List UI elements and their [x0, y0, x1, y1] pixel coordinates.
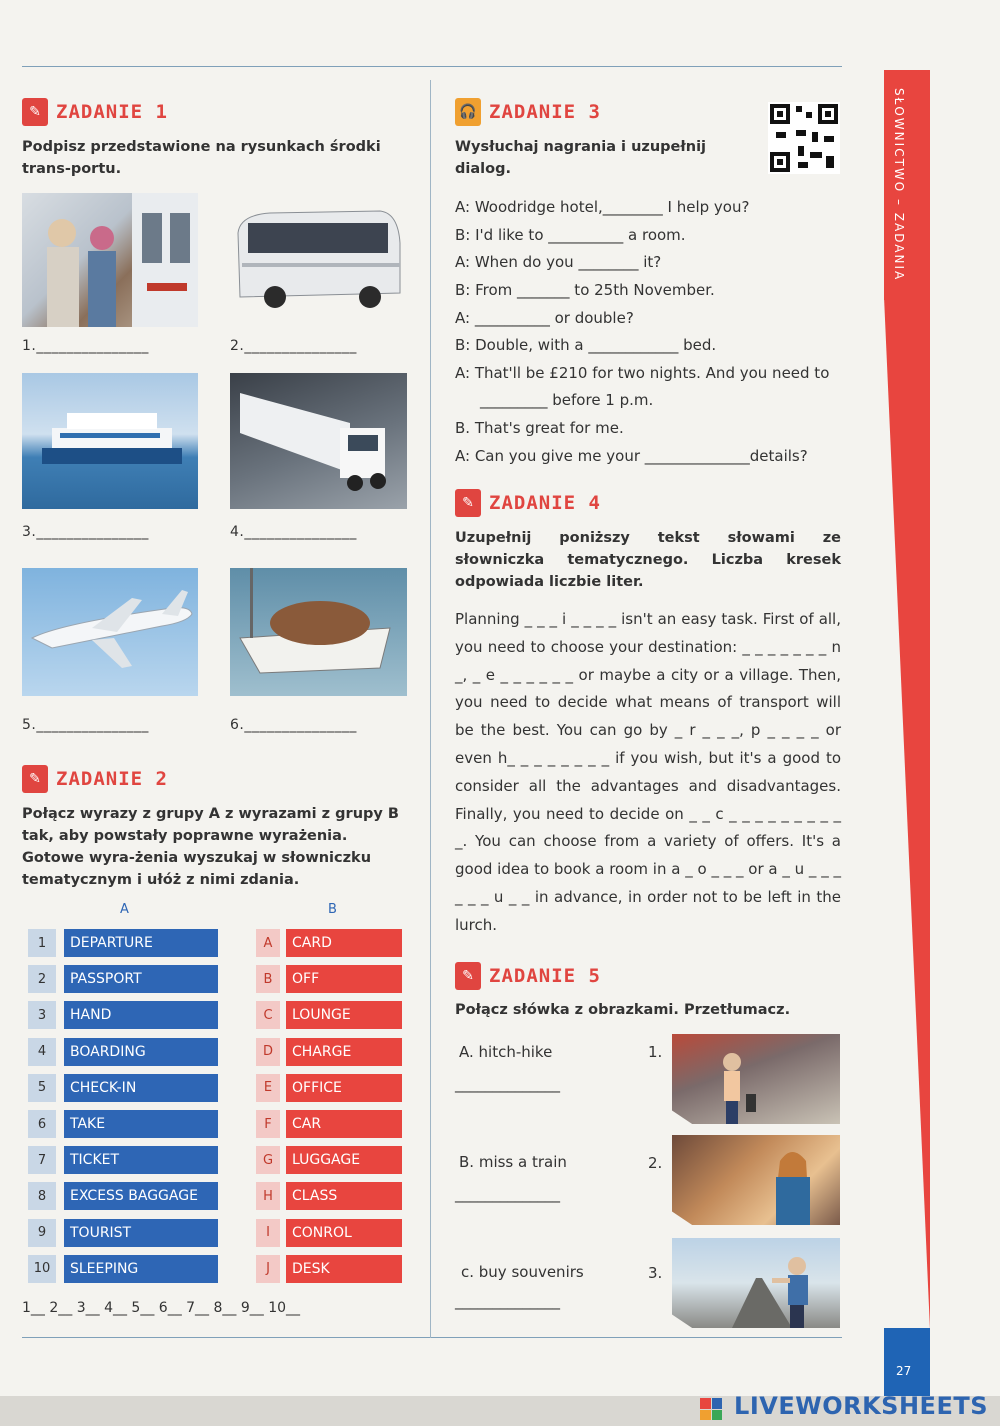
row-number: 5 — [28, 1074, 56, 1102]
bottom-rule — [22, 1337, 842, 1338]
dialog-line[interactable]: B. That's great for me. — [455, 419, 624, 437]
group-b-word: DESK — [286, 1255, 402, 1283]
task5-header — [455, 962, 601, 990]
group-a-word: HAND — [64, 1001, 218, 1029]
row-number: 6 — [28, 1110, 56, 1138]
row-letter: C — [256, 1001, 280, 1029]
group-a-row — [28, 1074, 218, 1102]
qr-code-graphic — [768, 102, 840, 174]
group-b-word: OFF — [286, 965, 402, 993]
group-b-word: CARD — [286, 929, 402, 957]
dialog-line[interactable]: A: That'll be £210 for two nights. And you need to — [455, 364, 830, 382]
row-letter: G — [256, 1146, 280, 1174]
label-4[interactable]: 4._______________ — [230, 524, 357, 540]
group-b-row — [256, 1146, 402, 1174]
pencil-icon: ✎ — [22, 98, 48, 126]
photo-hitch-hike — [672, 1238, 840, 1328]
group-b-row — [256, 929, 402, 957]
row-letter: F — [256, 1110, 280, 1138]
dialog-line[interactable]: B: From _______ to 25th November. — [455, 281, 715, 299]
top-rule — [22, 66, 842, 67]
hitchhiker-illustration — [672, 1238, 840, 1328]
task1-header — [22, 98, 168, 126]
task5-blank-c[interactable]: ______________ — [455, 1292, 560, 1310]
task5-title: ZADANIE 5 — [489, 965, 601, 987]
dialog-line[interactable]: A: Woodridge hotel,________ I help you? — [455, 198, 750, 216]
group-a-row — [28, 965, 218, 993]
photo-truck — [230, 373, 407, 509]
group-b-heading: B — [328, 902, 337, 917]
task4-title: ZADANIE 4 — [489, 492, 601, 514]
airplane-illustration — [22, 568, 198, 696]
task2-answer-line[interactable]: 1__ 2__ 3__ 4__ 5__ 6__ 7__ 8__ 9__ 10__ — [22, 1300, 301, 1316]
group-b-word: OFFICE — [286, 1074, 402, 1102]
row-number: 8 — [28, 1182, 56, 1210]
group-a-heading: A — [120, 902, 129, 917]
group-b-word: CAR — [286, 1110, 402, 1138]
group-a-row — [28, 1182, 218, 1210]
group-a-word: BOARDING — [64, 1038, 218, 1066]
group-a-row — [28, 929, 218, 957]
dialog-line[interactable]: A: When do you ________ it? — [455, 253, 662, 271]
group-a-word: DEPARTURE — [64, 929, 218, 957]
group-b-row — [256, 965, 402, 993]
train-illustration — [22, 193, 198, 327]
task3-instruction: Wysłuchaj nagrania i uzupełnij dialog. — [455, 139, 707, 177]
label-6[interactable]: 6._______________ — [230, 717, 357, 733]
group-a-row — [28, 1219, 218, 1247]
group-a-word: PASSPORT — [64, 965, 218, 993]
task5-num-2: 2. — [648, 1154, 663, 1172]
photo-ferry — [22, 373, 198, 509]
task2-instruction: Połącz wyrazy z grupy A z wyrazami z grupy B tak, aby powstały poprawne wyrażenia. Gotowe wyra-żenia wyszukaj w słowniczku tematycznym i ułóż z nimi zdania. — [22, 806, 399, 888]
task5-num-3: 3. — [648, 1264, 663, 1282]
row-number: 1 — [28, 929, 56, 957]
group-a-word: TICKET — [64, 1146, 218, 1174]
row-number: 10 — [28, 1255, 56, 1283]
liveworksheets-logo-icon — [700, 1398, 722, 1420]
row-letter: H — [256, 1182, 280, 1210]
group-a-row — [28, 1001, 218, 1029]
dialog-line[interactable]: _________ before 1 p.m. — [480, 391, 654, 409]
row-number: 3 — [28, 1001, 56, 1029]
group-b-row — [256, 1038, 402, 1066]
group-a-row — [28, 1146, 218, 1174]
page-number-tab — [884, 1328, 930, 1398]
dialog-line[interactable]: B: I'd like to __________ a room. — [455, 226, 686, 244]
row-letter: B — [256, 965, 280, 993]
group-b-row — [256, 1001, 402, 1029]
headphones-icon: 🎧 — [455, 98, 481, 126]
row-letter: D — [256, 1038, 280, 1066]
photo-coach-bus — [230, 193, 407, 327]
dialog-line[interactable]: A: __________ or double? — [455, 309, 634, 327]
task1-instruction: Podpisz przedstawione na rysunkach środki trans-portu. — [22, 139, 381, 177]
label-2[interactable]: 2._______________ — [230, 338, 357, 354]
row-number: 4 — [28, 1038, 56, 1066]
task2-header — [22, 765, 168, 793]
task4-instruction: Uzupełnij poniższy tekst słowami ze słowniczka tematycznego. Liczba kresek odpowiada liczbie liter. — [455, 530, 841, 590]
train-platform-illustration — [672, 1034, 840, 1124]
dialog-line[interactable]: B: Double, with a ____________ bed. — [455, 336, 717, 354]
group-a-word: TOURIST — [64, 1219, 218, 1247]
row-letter: E — [256, 1074, 280, 1102]
photo-miss-train — [672, 1034, 840, 1124]
pencil-icon: ✎ — [455, 489, 481, 517]
boat-illustration — [230, 568, 407, 696]
task5-instruction: Połącz słówka z obrazkami. Przetłumacz. — [455, 1002, 791, 1018]
photo-fishing-boat — [230, 568, 407, 696]
bus-illustration — [230, 193, 407, 327]
column-divider — [430, 80, 431, 1338]
group-a-row — [28, 1255, 218, 1283]
task5-num-1: 1. — [648, 1043, 663, 1061]
group-a-row — [28, 1110, 218, 1138]
row-letter: A — [256, 929, 280, 957]
group-a-word: CHECK-IN — [64, 1074, 218, 1102]
row-number: 2 — [28, 965, 56, 993]
qr-code-icon — [768, 102, 840, 174]
photo-souvenirs — [672, 1135, 840, 1225]
photo-airplane — [22, 568, 198, 696]
row-letter: J — [256, 1255, 280, 1283]
truck-illustration — [230, 373, 407, 509]
task4-header — [455, 489, 601, 517]
group-a-word: TAKE — [64, 1110, 218, 1138]
group-a-row — [28, 1038, 218, 1066]
group-b-word: LUGGAGE — [286, 1146, 402, 1174]
group-b-row — [256, 1074, 402, 1102]
group-b-row — [256, 1255, 402, 1283]
group-b-word: CONROL — [286, 1219, 402, 1247]
photo-train-passengers — [22, 193, 198, 327]
group-b-row — [256, 1110, 402, 1138]
dialog-line[interactable]: A: Can you give me your ______________details? — [455, 447, 808, 465]
ferry-illustration — [22, 373, 198, 509]
label-5[interactable]: 5._______________ — [22, 717, 149, 733]
label-1[interactable]: 1._______________ — [22, 338, 149, 354]
task5-word-a: A. hitch-hike — [459, 1043, 553, 1061]
group-b-word: CHARGE — [286, 1038, 402, 1066]
souvenir-stall-illustration — [672, 1135, 840, 1225]
group-b-word: LOUNGE — [286, 1001, 402, 1029]
task2-title: ZADANIE 2 — [56, 768, 168, 790]
task4-text[interactable]: Planning _ _ _ i _ _ _ _ isn't an easy task. First of all, you need to choose your destination: _ _ _ _ _ _ _ n _, _ e _ _ _ _ _ _ or maybe a city or a village. Then, you need to decide what means of transport will be the best. You can go by _ r _ _ _, p _ _ _ _ or even h_ _ _ _ _ _ _ _ if you wish, but it's a good to consider all the advantages and disadvantages. Finally, you need to decide on _ _ c _ _ _ _ _ _ _ _ _ _. You can choose from a variety of offers. It's a good idea to book a room in a _ o _ _ _ or a _ u _ _ _ _ _ _ u _ _ in advance, in order not to be left in the lurch. — [455, 610, 841, 934]
group-b-word: CLASS — [286, 1182, 402, 1210]
task1-title: ZADANIE 1 — [56, 101, 168, 123]
task5-word-c: c. buy souvenirs — [461, 1263, 584, 1281]
task3-header — [455, 98, 601, 126]
sidebar-section-title: SŁOWNICTWO – ZADANIA — [892, 88, 906, 282]
page-number: 27 — [896, 1364, 912, 1378]
sidebar-strip-top — [884, 70, 930, 300]
brand-name: LIVEWORKSHEETS — [734, 1392, 988, 1420]
pencil-icon: ✎ — [455, 962, 481, 990]
group-b-row — [256, 1182, 402, 1210]
task5-blank-b[interactable]: ______________ — [455, 1185, 560, 1203]
group-b-row — [256, 1219, 402, 1247]
task5-word-b: B. miss a train — [459, 1153, 567, 1171]
group-a-word: SLEEPING — [64, 1255, 218, 1283]
pencil-icon: ✎ — [22, 765, 48, 793]
label-3[interactable]: 3._______________ — [22, 524, 149, 540]
row-letter: I — [256, 1219, 280, 1247]
task3-title: ZADANIE 3 — [489, 101, 601, 123]
row-number: 9 — [28, 1219, 56, 1247]
row-number: 7 — [28, 1146, 56, 1174]
group-a-word: EXCESS BAGGAGE — [64, 1182, 218, 1210]
task5-blank-a[interactable]: ______________ — [455, 1075, 560, 1093]
